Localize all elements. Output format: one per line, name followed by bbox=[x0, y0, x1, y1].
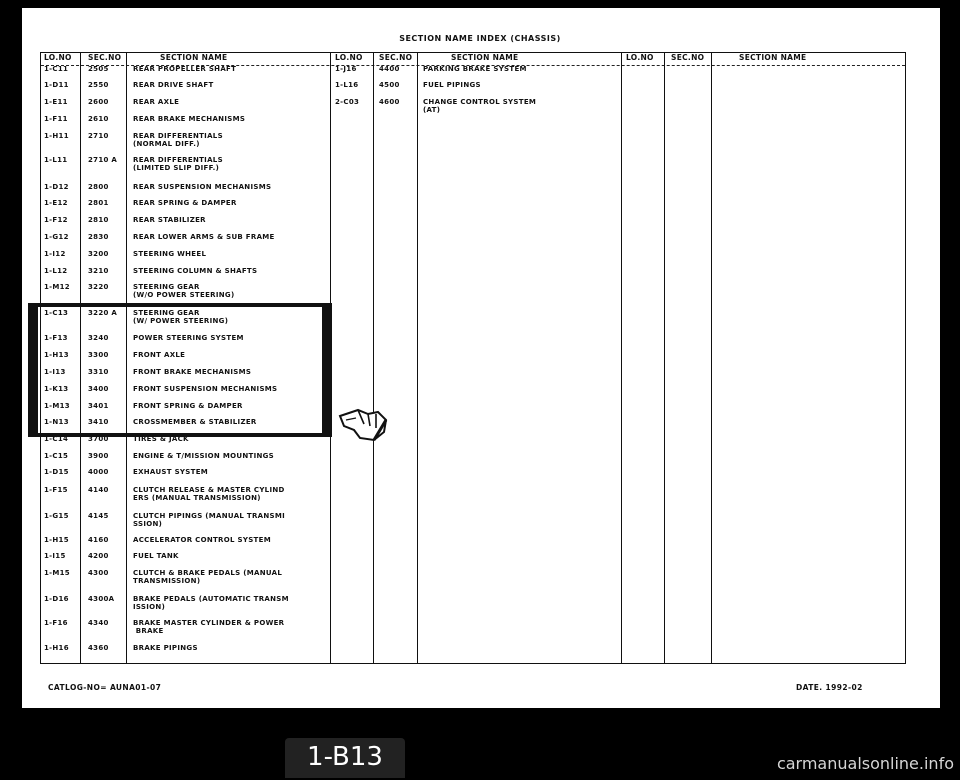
sec-number: 3220 bbox=[88, 283, 109, 291]
section-name: FUEL PIPINGS bbox=[423, 81, 481, 89]
sec-number: 2550 bbox=[88, 81, 109, 89]
lo-number: 1-J16 bbox=[335, 65, 357, 73]
sec-number: 4140 bbox=[88, 486, 109, 494]
column-divider bbox=[373, 53, 374, 663]
lo-number: 1-E12 bbox=[44, 199, 68, 207]
section-name: POWER STEERING SYSTEM bbox=[133, 334, 244, 342]
catalog-number: CATLOG-NO= AUNA01-07 bbox=[48, 683, 162, 692]
sec-number: 4340 bbox=[88, 619, 109, 627]
section-name: REAR BRAKE MECHANISMS bbox=[133, 115, 246, 123]
sec-number: 4300 bbox=[88, 569, 109, 577]
lo-number: 1-D12 bbox=[44, 183, 69, 191]
sec-number: 3401 bbox=[88, 402, 109, 410]
sec-number: 2810 bbox=[88, 216, 109, 224]
lo-number: 1-F13 bbox=[44, 334, 68, 342]
sec-number: 3900 bbox=[88, 452, 109, 460]
section-name: REAR AXLE bbox=[133, 98, 180, 106]
sec-number: 3300 bbox=[88, 351, 109, 359]
section-name: PARKING BRAKE SYSTEM bbox=[423, 65, 527, 73]
sec-number: 3700 bbox=[88, 435, 109, 443]
section-name: FRONT BRAKE MECHANISMS bbox=[133, 368, 252, 376]
section-name: FRONT AXLE bbox=[133, 351, 186, 359]
sec-number: 3220 A bbox=[88, 309, 118, 317]
document-date: DATE. 1992-02 bbox=[796, 683, 863, 692]
lo-number: 1-G12 bbox=[44, 233, 69, 241]
lo-number: 1-H13 bbox=[44, 351, 69, 359]
sec-number: 4200 bbox=[88, 552, 109, 560]
lo-number: 1-C14 bbox=[44, 435, 69, 443]
section-name: BRAKE MASTER CYLINDER & POWER BRAKE bbox=[133, 619, 285, 635]
section-name: STEERING WHEEL bbox=[133, 250, 207, 258]
column-divider bbox=[417, 53, 418, 663]
sec-number: 2710 A bbox=[88, 156, 118, 164]
section-name: BRAKE PEDALS (AUTOMATIC TRANSM ISSION) bbox=[133, 595, 289, 611]
section-name: TIRES & JACK bbox=[133, 435, 189, 443]
current-page-highlight bbox=[28, 303, 332, 437]
sec-number: 3400 bbox=[88, 385, 109, 393]
section-name: REAR DRIVE SHAFT bbox=[133, 81, 214, 89]
section-name: REAR LOWER ARMS & SUB FRAME bbox=[133, 233, 275, 241]
sec-number: 3200 bbox=[88, 250, 109, 258]
lo-number: 1-I12 bbox=[44, 250, 66, 258]
lo-number: 1-N13 bbox=[44, 418, 69, 426]
sec-number: 2801 bbox=[88, 199, 109, 207]
sec-number: 2600 bbox=[88, 98, 109, 106]
section-name: STEERING GEAR (W/ POWER STEERING) bbox=[133, 309, 229, 325]
lo-number: 1-L12 bbox=[44, 267, 68, 275]
sec-number: 4300A bbox=[88, 595, 115, 603]
lo-number: 1-F15 bbox=[44, 486, 68, 494]
lo-number: 1-H11 bbox=[44, 132, 69, 140]
header-lo-no: LO.NO bbox=[44, 53, 72, 62]
section-name: REAR SUSPENSION MECHANISMS bbox=[133, 183, 272, 191]
lo-number: 1-C13 bbox=[44, 309, 69, 317]
sec-number: 4400 bbox=[379, 65, 400, 73]
section-name: REAR DIFFERENTIALS (NORMAL DIFF.) bbox=[133, 132, 223, 148]
lo-number: 1-F11 bbox=[44, 115, 68, 123]
watermark: carmanualsonline.info bbox=[776, 754, 954, 773]
section-name: EXHAUST SYSTEM bbox=[133, 468, 209, 476]
column-divider bbox=[621, 53, 622, 663]
sec-number: 4160 bbox=[88, 536, 109, 544]
header-sec-no: SEC.NO bbox=[379, 53, 413, 62]
header-sec-no: SEC.NO bbox=[88, 53, 122, 62]
page-number: 1-B13 bbox=[307, 742, 383, 772]
sec-number: 3310 bbox=[88, 368, 109, 376]
lo-number: 1-M15 bbox=[44, 569, 70, 577]
section-name: CLUTCH RELEASE & MASTER CYLIND ERS (MANUAL TRANSMISSION) bbox=[133, 486, 285, 502]
lo-number: 1-L11 bbox=[44, 156, 68, 164]
sec-number: 4600 bbox=[379, 98, 400, 106]
lo-number: 1-L16 bbox=[335, 81, 359, 89]
lo-number: 1-D16 bbox=[44, 595, 69, 603]
section-name: REAR PROPELLER SHAFT bbox=[133, 65, 237, 73]
sec-number: 3210 bbox=[88, 267, 109, 275]
section-name: STEERING COLUMN & SHAFTS bbox=[133, 267, 258, 275]
lo-number: 1-H16 bbox=[44, 644, 69, 652]
section-name: BRAKE PIPINGS bbox=[133, 644, 198, 652]
header-section-name: SECTION NAME bbox=[739, 53, 807, 62]
section-name: STEERING GEAR (W/O POWER STEERING) bbox=[133, 283, 235, 299]
sec-number: 2800 bbox=[88, 183, 109, 191]
header-lo-no: LO.NO bbox=[335, 53, 363, 62]
lo-number: 1-K13 bbox=[44, 385, 69, 393]
lo-number: 1-M13 bbox=[44, 402, 70, 410]
lo-number: 1-I13 bbox=[44, 368, 66, 376]
section-name: CLUTCH PIPINGS (MANUAL TRANSMI SSION) bbox=[133, 512, 286, 528]
lo-number: 1-D11 bbox=[44, 81, 69, 89]
section-name: FUEL TANK bbox=[133, 552, 179, 560]
pointing-hand-icon bbox=[338, 402, 390, 444]
lo-number: 1-F12 bbox=[44, 216, 68, 224]
column-divider bbox=[664, 53, 665, 663]
lo-number: 1-F16 bbox=[44, 619, 68, 627]
sec-number: 4360 bbox=[88, 644, 109, 652]
lo-number: 1-M12 bbox=[44, 283, 70, 291]
section-name: CHANGE CONTROL SYSTEM (AT) bbox=[423, 98, 537, 114]
lo-number: 1-C15 bbox=[44, 452, 69, 460]
lo-number: 1-H15 bbox=[44, 536, 69, 544]
section-name: ACCELERATOR CONTROL SYSTEM bbox=[133, 536, 271, 544]
column-divider bbox=[711, 53, 712, 663]
page-tab bbox=[285, 738, 405, 778]
sec-number: 2710 bbox=[88, 132, 109, 140]
section-name: REAR SPRING & DAMPER bbox=[133, 199, 237, 207]
sec-number: 2830 bbox=[88, 233, 109, 241]
sec-number: 2610 bbox=[88, 115, 109, 123]
lo-number: 1-I15 bbox=[44, 552, 66, 560]
sec-number: 3410 bbox=[88, 418, 109, 426]
lo-number: 2-C03 bbox=[335, 98, 360, 106]
sec-number: 4000 bbox=[88, 468, 109, 476]
section-name: FRONT SUSPENSION MECHANISMS bbox=[133, 385, 278, 393]
lo-number: 1-C11 bbox=[44, 65, 69, 73]
lo-number: 1-G15 bbox=[44, 512, 69, 520]
section-name: CLUTCH & BRAKE PEDALS (MANUAL TRANSMISSION) bbox=[133, 569, 283, 585]
section-name: FRONT SPRING & DAMPER bbox=[133, 402, 243, 410]
sec-number: 4500 bbox=[379, 81, 400, 89]
section-name: CROSSMEMBER & STABILIZER bbox=[133, 418, 257, 426]
header-section-name: SECTION NAME bbox=[451, 53, 519, 62]
lo-number: 1-E11 bbox=[44, 98, 68, 106]
sec-number: 2505 bbox=[88, 65, 109, 73]
page-title: SECTION NAME INDEX (CHASSIS) bbox=[399, 34, 561, 43]
sec-number: 3240 bbox=[88, 334, 109, 342]
sec-number: 4145 bbox=[88, 512, 109, 520]
section-name: REAR STABILIZER bbox=[133, 216, 206, 224]
header-sec-no: SEC.NO bbox=[671, 53, 705, 62]
lo-number: 1-D15 bbox=[44, 468, 69, 476]
section-name: REAR DIFFERENTIALS (LIMITED SLIP DIFF.) bbox=[133, 156, 223, 172]
section-name: ENGINE & T/MISSION MOUNTINGS bbox=[133, 452, 275, 460]
header-section-name: SECTION NAME bbox=[160, 53, 228, 62]
header-lo-no: LO.NO bbox=[626, 53, 654, 62]
